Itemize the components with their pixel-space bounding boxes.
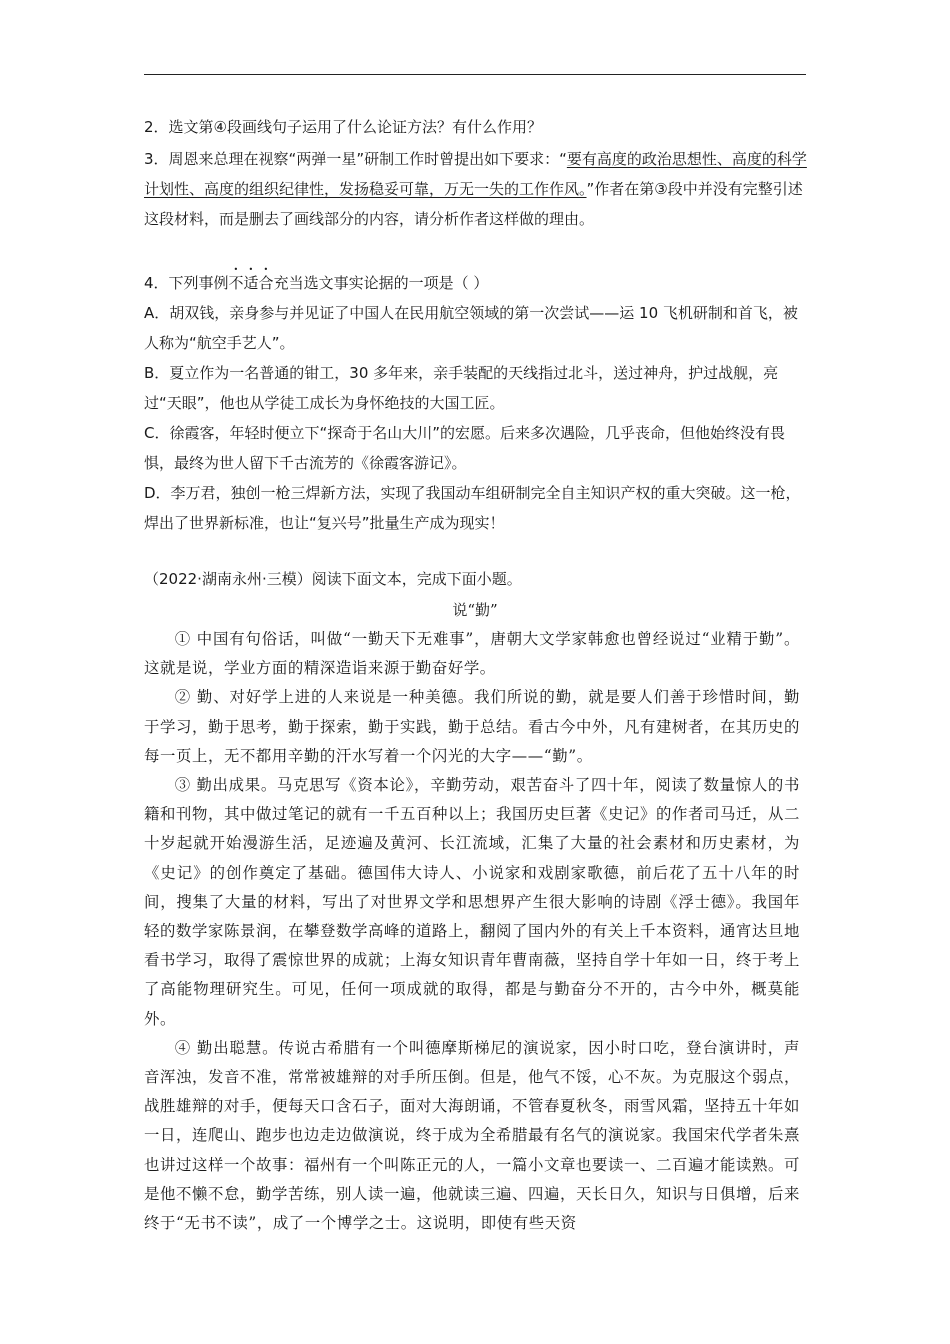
question-2-text: 2．选文第④段画线句子运用了什么论证方法？有什么作用？: [144, 118, 542, 136]
question-3: [144, 144, 812, 234]
passage-source: （2022·湖南永州·三模）阅读下面文本，完成下面小题。: [144, 570, 522, 588]
option-d: D．李万君，独创一枪三焊新方法，实现了我国动车组研制完全自主知识产权的重大突破。这一枪，焊出了世界新标准，也让“复兴号”批量生产成为现实！: [144, 484, 801, 532]
paragraph-1: ① 中国有句俗话，叫做“一勤天下无难事”，唐朝大文学家韩愈也曾经说过“业精于勤”。这就是说，学业方面的精深造诣来源于勤奋好学。: [144, 630, 800, 678]
passage-title: 说“勤”: [452, 601, 498, 619]
question-4-emphasis: 不适合: [228, 274, 274, 292]
option-c: C．徐霞客，年轻时便立下“探奇于名山大川”的宏愿。后来多次遇险，几乎丧命，但他始终没有畏惧，最终为世人留下千古流芳的《徐霞客游记》。: [144, 424, 786, 472]
question-3-lead: 3．周恩来总理在视察“两弹一星”研制工作时曾提出如下要求：“: [144, 150, 567, 168]
header-rule: [144, 74, 806, 75]
question-4: [144, 265, 812, 538]
paragraph-4: ④ 勤出聪慧。传说古希腊有一个叫德摩斯梯尼的演说家，因小时口吃，登台演讲时，声音浑浊，发音不准，常常被雄辩的对手所压倒。但是，他气不馁，心不灰。为克服这个弱点，战胜雄辩的对手，便每天口含石子，面对大海朗诵，不管春夏秋冬，雨雪风霜，坚持五十年如一日，连爬山、跑步也边走边做演说，终于成为全希腊最有名气的演说家。我国宋代学者朱熹也讲过这样一个故事：福州有一个叫陈正元的人，一篇小文章也要读一、二百遍才能读熟。可是他不懒不怠，勤学苦练，别人读一遍，他就读三遍、四遍，天长日久，知识与日俱增，后来终于“无书不读”，成了一个博学之士。这说明，即使有些天资: [144, 1038, 800, 1233]
passage-body: [144, 625, 800, 1238]
option-a: A．胡双钱，亲身参与并见证了中国人在民用航空领域的第一次尝试——运 10 飞机研制和首飞，被人称为“航空手艺人”。: [144, 304, 798, 352]
question-4-lead: 4．下列事例: [144, 274, 229, 292]
paragraph-3: ③ 勤出成果。马克思写《资本论》，辛勤劳动，艰苦奋斗了四十年，阅读了数量惊人的书籍和刊物，其中做过笔记的就有一千五百种以上；我国历史巨著《史记》的作者司马迁，从二十岁起就开始漫游生活，足迹遍及黄河、长江流域，汇集了大量的社会素材和历史素材，为《史记》的创作奠定了基础。德国伟大诗人、小说家和戏剧家歌德，前后花了五十八年的时间，搜集了大量的材料，写出了对世界文学和思想界产生很大影响的诗剧《浮士德》。我国年轻的数学家陈景润，在攀登数学高峰的道路上，翻阅了国内外的有关上千本资料，通宵达旦地看书学习，取得了震惊世界的成就；上海女知识青年曹南薇，坚持自学十年如一日，终于考上了高能物理研究生。可见，任何一项成就的取得，都是与勤奋分不开的，古今中外，概莫能外。: [144, 776, 800, 1028]
question-3-tail: ”作者在第③段中并没有完整引述这段材料，而是删去了画线部分的内容，请分析作者这样做的理由。: [144, 180, 803, 228]
paragraph-2: ② 勤、对好学上进的人来说是一种美德。我们所说的勤，就是要人们善于珍惜时间，勤于学习，勤于思考，勤于探索，勤于实践，勤于总结。看古今中外，凡有建树者，在其历史的每一页上，无不都用辛勤的汗水写着一个闪光的大字——“勤”。: [144, 688, 800, 765]
question-2: [144, 112, 812, 142]
question-4-stem: 充当选文事实论据的一项是（ ）: [273, 274, 489, 292]
question-3-underlined-quote: 要有高度的政治思想性、高度的科学计划性、高度的组织纪律性，发扬稳妥可靠，万无一失的工作作风。: [144, 150, 807, 198]
option-b: B．夏立作为一名普通的钳工，30 多年来，亲手装配的天线指过北斗，送过神舟，护过战舰，亮过“天眼”，他也从学徒工成长为身怀绝技的大国工匠。: [144, 364, 779, 412]
